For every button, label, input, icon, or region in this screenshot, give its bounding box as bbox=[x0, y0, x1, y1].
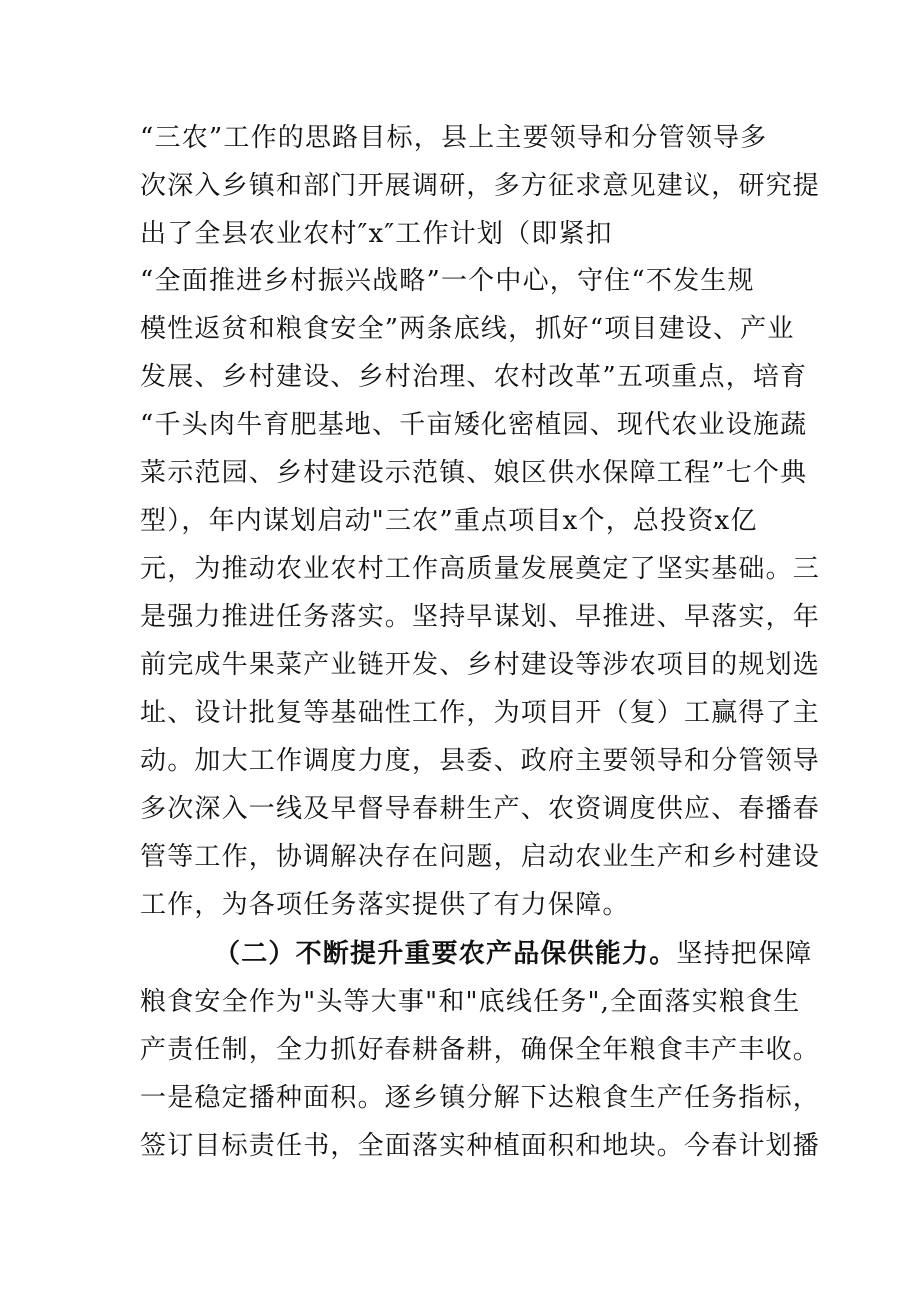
text-line: 型），年内谋划启动"三农”重点项目x个，总投资x亿 bbox=[140, 506, 758, 536]
text-line: 址、设计批复等基础性工作，为项目开（复）工赢得了主 bbox=[140, 698, 821, 728]
text-line: 出了全县农业农村″x″工作计划（即紧扣 bbox=[140, 219, 613, 249]
text-line: 一是稳定播种面积。逐乡镇分解下达粮食生产任务指标， bbox=[140, 1083, 821, 1113]
text-line: 元，为推动农业农村工作高质量发展奠定了坚实基础。三 bbox=[140, 554, 821, 584]
text-line: “三农”工作的思路目标，县上主要领导和分管领导多 bbox=[140, 123, 768, 153]
text-line: 签订目标责任书，全面落实种植面积和地块。今春计划播 bbox=[140, 1131, 821, 1161]
section-heading: （二）不断提升重要农产品保供能力。 bbox=[214, 939, 677, 969]
text-line: “千头肉牛育肥基地、千亩矮化密植园、现代农业设施蔬 bbox=[140, 410, 808, 440]
text-line: 管等工作，协调解决存在问题，启动农业生产和乡村建设 bbox=[140, 842, 821, 872]
text-line: “全面推进乡村振兴战略”一个中心，守住“不发生规 bbox=[140, 266, 755, 296]
text-line: 多次深入一线及早督导春耕生产、农资调度供应、春播春 bbox=[140, 794, 821, 824]
text-line: 模性返贫和粮食安全”两条底线，抓好“项目建设、产业 bbox=[140, 314, 795, 344]
text-line: 发展、乡村建设、乡村治理、农村改革”五项重点，培育 bbox=[140, 362, 808, 392]
text-line: 动。加大工作调度力度，县委、政府主要领导和分管领导 bbox=[140, 746, 821, 776]
text-line: 工作，为各项任务落实提供了有力保障。 bbox=[140, 890, 630, 920]
text-line: 次深入乡镇和部门开展调研，多方征求意见建议，研究提 bbox=[140, 171, 821, 201]
text-line: 是强力推进任务落实。坚持早谋划、早推进、早落实，年 bbox=[140, 602, 821, 632]
section-heading-line bbox=[214, 930, 812, 978]
text-line: 粮食安全作为"头等大事"和"底线任务",全面落实粮食生 bbox=[140, 987, 801, 1017]
text-line: 前完成牛果菜产业链开发、乡村建设等涉农项目的规划选 bbox=[140, 650, 821, 680]
section-heading-rest: 坚持把保障 bbox=[676, 939, 813, 969]
text-line: 菜示范园、乡村建设示范镇、娘区供水保障工程”七个典 bbox=[140, 458, 808, 488]
text-line: 产责任制，全力抓好春耕备耕，确保全年粮食丰产丰收。 bbox=[140, 1035, 821, 1065]
